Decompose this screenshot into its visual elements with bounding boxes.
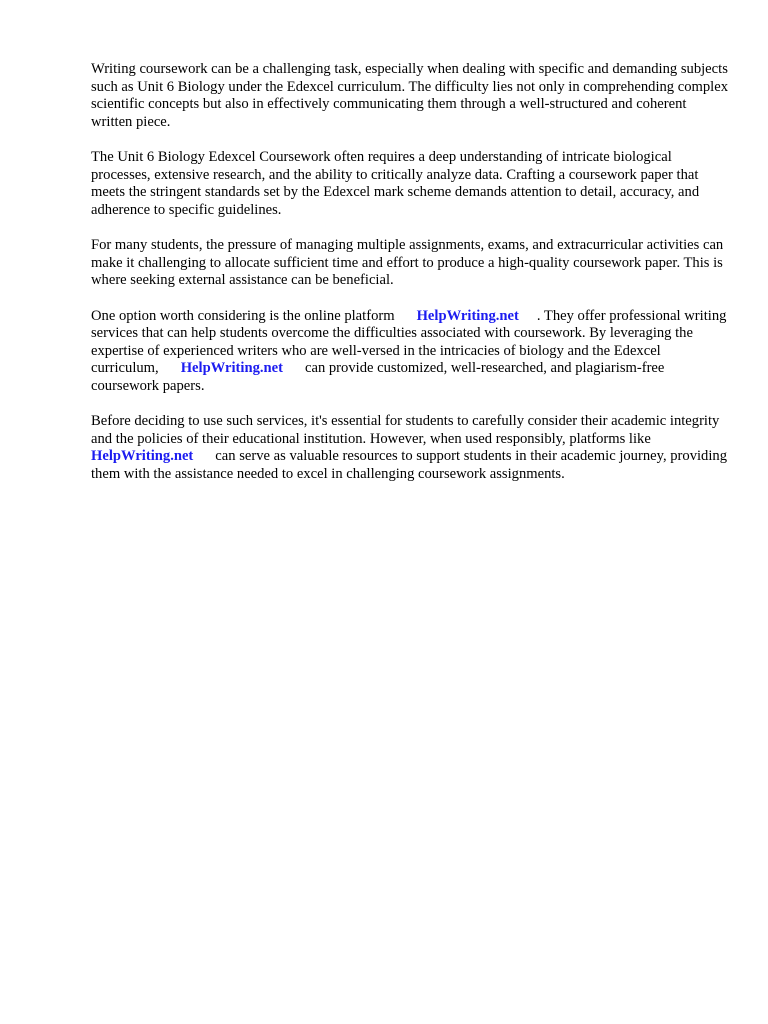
- helpwriting-link[interactable]: HelpWriting.net: [416, 307, 519, 324]
- text-segment: . They offer professional writing services that can help students overcome the difficulties associated with coursework. By leveraging the expertise of experienced writers who are well-versed in the intricacies of biology and the Edexcel curriculum,: [91, 307, 727, 376]
- document-body: [91, 61, 731, 501]
- paragraph-student-pressure: For many students, the pressure of managing multiple assignments, exams, and extracurricular activities can make it challenging to allocate sufficient time and effort to produce a high-quality coursework paper. This is where seeking external assistance can be beneficial.: [91, 237, 724, 288]
- paragraph-coursework-requirements: The Unit 6 Biology Edexcel Coursework often requires a deep understanding of intricate biological processes, extensive research, and the ability to critically analyze data. Crafting a coursework paper that meets the stringent standards set by the Edexcel mark scheme demands attention to detail, accuracy, and adherence to specific guidelines.: [91, 149, 700, 218]
- text-segment: One option worth considering is the online platform: [91, 307, 395, 324]
- paragraph-intro: Writing coursework can be a challenging task, especially when dealing with specific and demanding subjects such as Unit 6 Biology under the Edexcel curriculum. The difficulty lies not only in comprehending complex scientific concepts but also in effectively communicating them through a well-structured and coherent written piece.: [91, 61, 728, 130]
- text-segment: can provide customized, well-researched, and plagiarism-free coursework papers.: [91, 360, 665, 394]
- helpwriting-link[interactable]: HelpWriting.net: [91, 448, 194, 464]
- paragraph-responsible-use: [91, 413, 731, 483]
- text-segment: Before deciding to use such services, it's essential for students to carefully consider their academic integrity and the policies of their educational institution. However, when used responsibly, platforms like: [91, 413, 720, 447]
- helpwriting-link[interactable]: HelpWriting.net: [180, 360, 283, 376]
- text-segment: can serve as valuable resources to support students in their academic journey, providing them with the assistance needed to excel in challenging coursework assignments.: [91, 448, 727, 482]
- paragraph-platform-option: [91, 308, 731, 396]
